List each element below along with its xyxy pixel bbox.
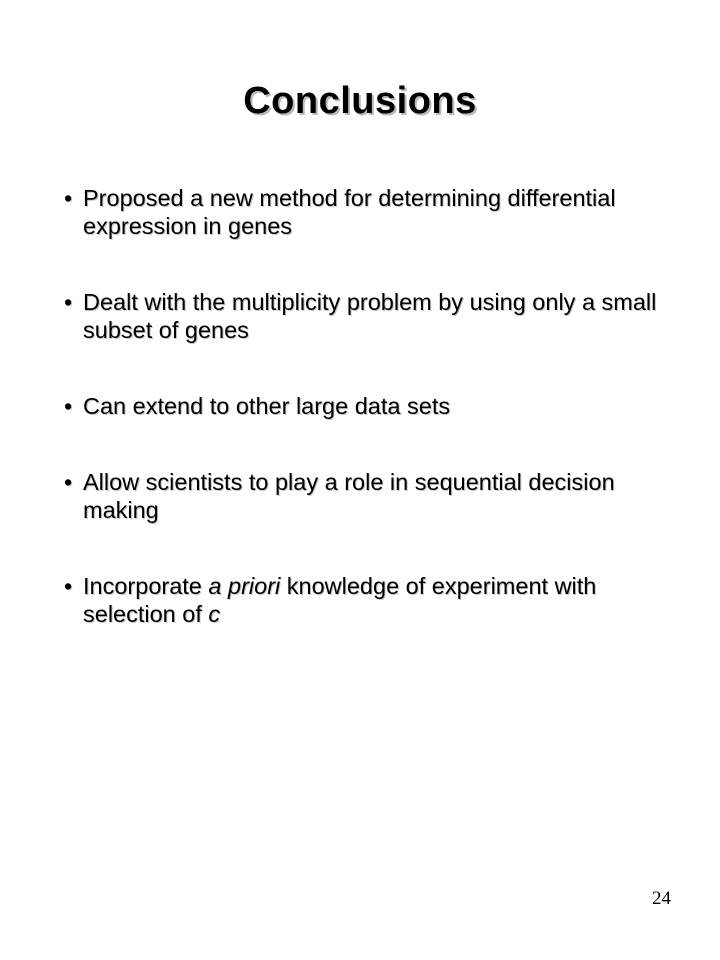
bullet-dot-icon: • xyxy=(64,185,73,211)
bullet-list xyxy=(64,184,684,676)
bullet-text-part: knowledge of experiment with selection of xyxy=(83,573,597,627)
bullet-item xyxy=(64,184,684,240)
bullet-dot-icon: • xyxy=(64,469,73,495)
bullet-dot-icon: • xyxy=(64,573,73,599)
bullet-text-italic-part: c xyxy=(208,601,221,627)
bullet-item xyxy=(64,572,684,628)
bullet-item xyxy=(64,468,684,524)
bullet-text: Can extend to other large data sets xyxy=(83,393,451,419)
page-number: 24 xyxy=(652,888,671,909)
bullet-item xyxy=(64,392,684,420)
slide-title: Conclusions xyxy=(243,80,477,122)
bullet-text-part: Incorporate xyxy=(83,573,209,599)
bullet-dot-icon: • xyxy=(64,289,73,315)
bullet-dot-icon: • xyxy=(64,393,73,419)
bullet-text xyxy=(83,573,596,627)
bullet-text-italic-part: a priori xyxy=(208,573,281,599)
bullet-item xyxy=(64,288,684,344)
bullet-text: Proposed a new method for determining differential expression in genes xyxy=(83,185,616,239)
bullet-text: Dealt with the multiplicity problem by using only a small subset of genes xyxy=(83,289,657,343)
bullet-text: Allow scientists to play a role in sequential decision making xyxy=(83,469,615,523)
